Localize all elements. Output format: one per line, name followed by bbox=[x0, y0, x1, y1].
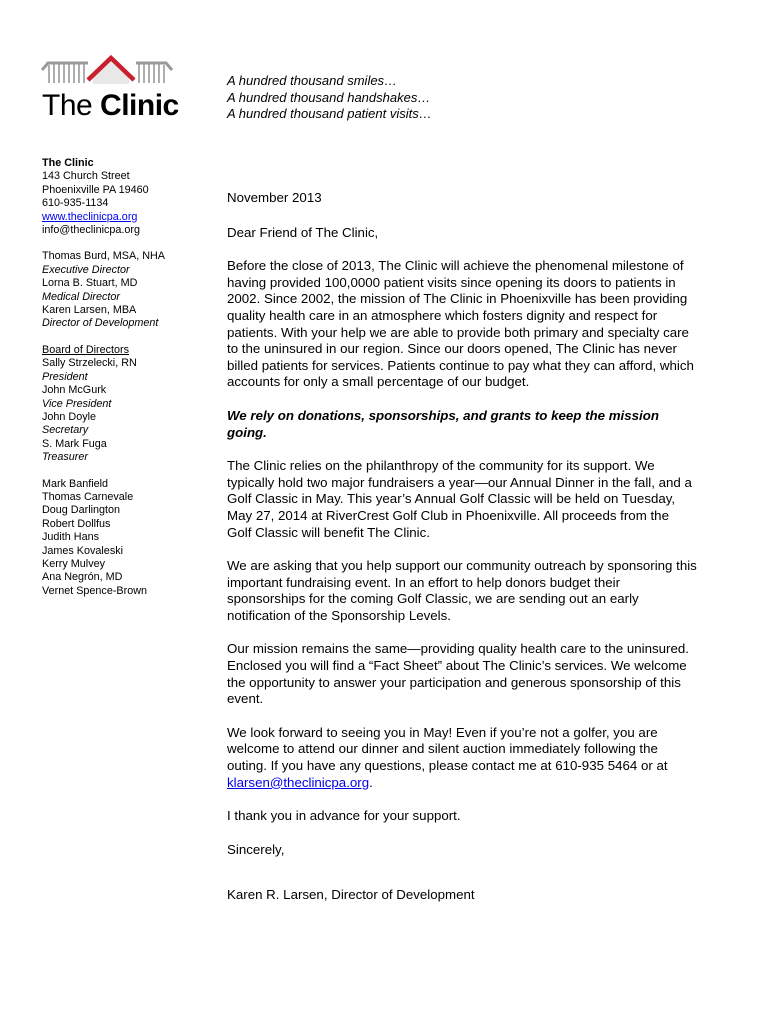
paragraph-text: . bbox=[369, 774, 373, 790]
board-member: Vernet Spence-Brown bbox=[42, 584, 148, 597]
logo-word-the: The bbox=[42, 89, 93, 122]
board-member: Mark Banfield bbox=[42, 477, 109, 490]
tagline-line: A hundred thousand handshakes… bbox=[227, 89, 431, 105]
email-link[interactable]: klarsen@theclinicpa.org bbox=[227, 774, 370, 790]
website-link[interactable]: www.theclinicpa.org bbox=[42, 210, 138, 223]
board-member: Kerry Mulvey bbox=[42, 557, 105, 570]
closing: Sincerely, bbox=[227, 841, 285, 857]
board-heading: Board of Directors bbox=[42, 343, 130, 356]
board-member: James Kovaleski bbox=[42, 544, 124, 557]
board-member: Ana Negrón, MD bbox=[42, 571, 123, 584]
staff-title: Medical Director bbox=[42, 290, 120, 303]
thanks-line: I thank you in advance for your support. bbox=[227, 808, 461, 824]
staff-name: Lorna B. Stuart, MD bbox=[42, 277, 138, 290]
tagline bbox=[227, 73, 432, 123]
contact-block bbox=[42, 157, 217, 237]
staff-name: Karen Larsen, MBA bbox=[42, 304, 137, 317]
paragraph: We are asking that you help support our community outreach by sponsoring this important fundraising event. In an effort to help donors budget their sponsorships for the coming Golf Classic, we are sending out an early notification of the Sponsorship Levels. bbox=[227, 558, 697, 623]
staff-title: Executive Director bbox=[42, 263, 130, 276]
officer-title: Vice President bbox=[42, 397, 112, 410]
address-line: Phoenixville PA 19460 bbox=[42, 183, 149, 196]
board-member: Doug Darlington bbox=[42, 504, 121, 517]
letterhead-sidebar bbox=[42, 157, 217, 611]
tagline-line: A hundred thousand smiles… bbox=[227, 73, 398, 88]
org-name: The Clinic bbox=[42, 157, 94, 169]
letter-body bbox=[227, 190, 697, 921]
phone-number: 610-935-1134 bbox=[42, 197, 109, 210]
logo-wordmark bbox=[42, 90, 179, 122]
paragraph-text: We look forward to seeing you in May! Even if you’re not a golfer, you are welcome to attend our dinner and silent auction immediately following the outing. If you have any questions, please contact me at 610-935 5464 or at bbox=[227, 724, 668, 774]
tagline-line: A hundred thousand patient visits… bbox=[227, 106, 432, 121]
officer-name: Sally Strzelecki, RN bbox=[42, 357, 137, 370]
officer-title: Secretary bbox=[42, 424, 89, 437]
paragraph: Our mission remains the same—providing quality health care to the uninsured. Enclosed you will find a “Fact Sheet” about The Clinic’s services. We welcome the opportunity to answer your participation and generous sponsorship of this event. bbox=[227, 641, 689, 707]
address-line: 143 Church Street bbox=[42, 170, 130, 183]
officer-name: John McGurk bbox=[42, 384, 107, 397]
board-members-block bbox=[42, 478, 217, 599]
officer-name: John Doyle bbox=[42, 410, 97, 423]
clinic-logo bbox=[40, 54, 179, 124]
board-member: Judith Hans bbox=[42, 531, 100, 544]
officer-title: Treasurer bbox=[42, 451, 88, 464]
salutation: Dear Friend of The Clinic, bbox=[227, 224, 379, 240]
paragraph: The Clinic relies on the philanthropy of the community for its support. We typically hold two major fundraisers a year—our Annual Dinner in the fall, and a Golf Classic in May. This year’s Annual Golf Classic will be held on Tuesday, May 27, 2014 at RiverCrest Golf Club in Phoenixville. All proceeds from the Golf Classic will benefit The Clinic. bbox=[227, 458, 692, 540]
board-member: Robert Dollfus bbox=[42, 517, 111, 530]
board-member: Thomas Carnevale bbox=[42, 490, 134, 503]
letter-date: November 2013 bbox=[227, 190, 322, 205]
email-address: info@theclinicpa.org bbox=[42, 224, 140, 237]
officer-name: S. Mark Fuga bbox=[42, 437, 107, 450]
staff-title: Director of Development bbox=[42, 317, 159, 330]
emphasis-statement: We rely on donations, sponsorships, and grants to keep the mission going. bbox=[227, 407, 659, 440]
paragraph: Before the close of 2013, The Clinic will achieve the phenomenal milestone of having provided 100,0000 patient visits since opening its doors to patients in 2002. Since 2002, the mission of The Clinic in Phoenixville has been providing quality health care in an atmosphere which fosters dignity and respect for patients. With your help we are able to provide both primary and specialty care to the uninsured in our region. Since our doors opened, The Clinic has never billed patients for services. Patients continue to pay what they can afford, which accounts for only a small percentage of our budget. bbox=[227, 258, 694, 390]
staff-name: Thomas Burd, MSA, NHA bbox=[42, 250, 165, 263]
paragraph bbox=[227, 725, 697, 791]
officer-title: President bbox=[42, 370, 88, 383]
staff-block bbox=[42, 250, 217, 330]
signature: Karen R. Larsen, Director of Development bbox=[227, 887, 475, 903]
logo-word-clinic: Clinic bbox=[100, 89, 179, 122]
board-officers-block bbox=[42, 344, 217, 465]
